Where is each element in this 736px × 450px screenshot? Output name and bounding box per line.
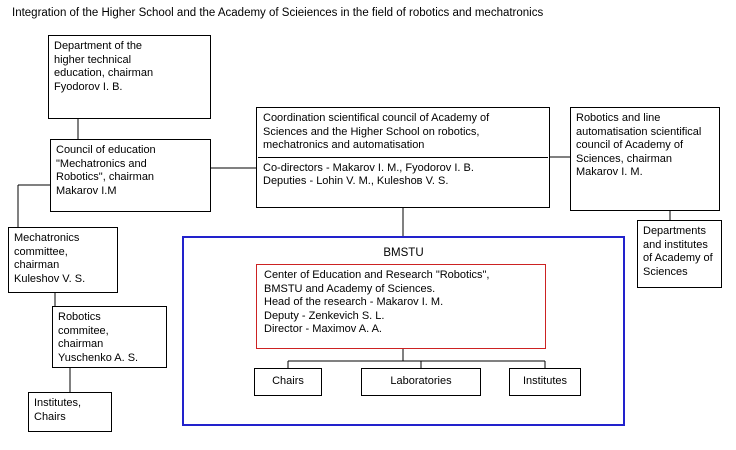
box-line: Institutes, bbox=[34, 397, 82, 409]
box-line: Robotics and line bbox=[576, 112, 661, 124]
box-line: Deputy - Zenkevich S. L. bbox=[264, 309, 385, 322]
box-line: Council of education bbox=[56, 144, 156, 156]
box-line: Makarov I. M. bbox=[576, 166, 643, 178]
box-line: Chairs bbox=[272, 375, 304, 387]
box-line: Kuleshov V. S. bbox=[14, 272, 86, 285]
diagram-title: Integration of the Higher School and the Academy of Scieiences in the field of robotics and mechatronics bbox=[12, 7, 544, 19]
box-line: Sciences and the Higher School on robotics, bbox=[263, 125, 480, 138]
box-line: higher technical bbox=[54, 53, 132, 66]
box-line: Deputies - Lohin V. M., Kuleshoв V. S. bbox=[263, 175, 449, 187]
box-line: and institutes bbox=[643, 238, 708, 251]
box-mechatronics-committee[interactable] bbox=[8, 227, 118, 293]
box-line: Center of Education and Research "Robotics", bbox=[264, 269, 490, 281]
box-laboratories[interactable] bbox=[361, 368, 481, 396]
box-line: Institutes bbox=[522, 375, 568, 387]
box-divider bbox=[258, 157, 548, 158]
box-line: Sciences bbox=[643, 265, 688, 278]
box-robotics-line-automatisation-council[interactable] bbox=[570, 107, 720, 211]
box-line: Coordination scientifical council of Academy of bbox=[263, 112, 490, 124]
box-council-of-education[interactable] bbox=[50, 139, 211, 212]
box-line: Co-directors - Makarov I. M., Fyodorov I. B. bbox=[263, 161, 474, 174]
box-line: Robotics bbox=[58, 311, 101, 323]
bmstu-frame-label: BMSTU bbox=[383, 247, 424, 259]
box-line: "Mechatronics and bbox=[56, 157, 147, 170]
box-line: Chairs bbox=[34, 410, 66, 423]
box-departments-institutes-academy[interactable] bbox=[637, 220, 722, 288]
box-line: Makarov I.M bbox=[56, 184, 117, 197]
box-line: education, chairman bbox=[54, 67, 154, 79]
box-center-education-research[interactable] bbox=[256, 264, 546, 349]
box-coordination-scientifical-council[interactable] bbox=[256, 107, 550, 208]
box-line: commitee, bbox=[58, 324, 109, 337]
box-institutes-chairs[interactable] bbox=[28, 392, 112, 432]
box-line: Department of the bbox=[54, 40, 143, 52]
box-robotics-committee[interactable] bbox=[52, 306, 167, 368]
box-institutes[interactable] bbox=[509, 368, 581, 396]
box-line: automatisation scientifical bbox=[576, 125, 702, 138]
box-line: Director - Maximov A. A. bbox=[264, 323, 382, 335]
box-line: Laboratories bbox=[390, 375, 452, 387]
box-chairs[interactable] bbox=[254, 368, 322, 396]
box-line: chairman bbox=[58, 338, 104, 350]
box-line: council of Academy of bbox=[576, 139, 684, 151]
box-line: chairman bbox=[14, 259, 60, 271]
box-line: Yuschenko A. S. bbox=[58, 351, 139, 364]
box-line: Departments bbox=[643, 225, 706, 237]
box-line: Sciences, chairman bbox=[576, 152, 672, 165]
box-line: Head of the research - Makarov I. M. bbox=[264, 296, 444, 308]
box-line: BMSTU and Academy of Sciences. bbox=[264, 282, 436, 295]
box-line: Mechatronics bbox=[14, 232, 80, 244]
box-line: of Academy of bbox=[643, 252, 713, 264]
box-department-higher-technical-education[interactable] bbox=[48, 35, 211, 119]
box-line: mechatronics and automatisation bbox=[263, 139, 425, 151]
box-line: committee, bbox=[14, 245, 68, 258]
box-line: Robotics", chairman bbox=[56, 171, 155, 183]
box-line: Fyodorov I. B. bbox=[54, 80, 123, 93]
